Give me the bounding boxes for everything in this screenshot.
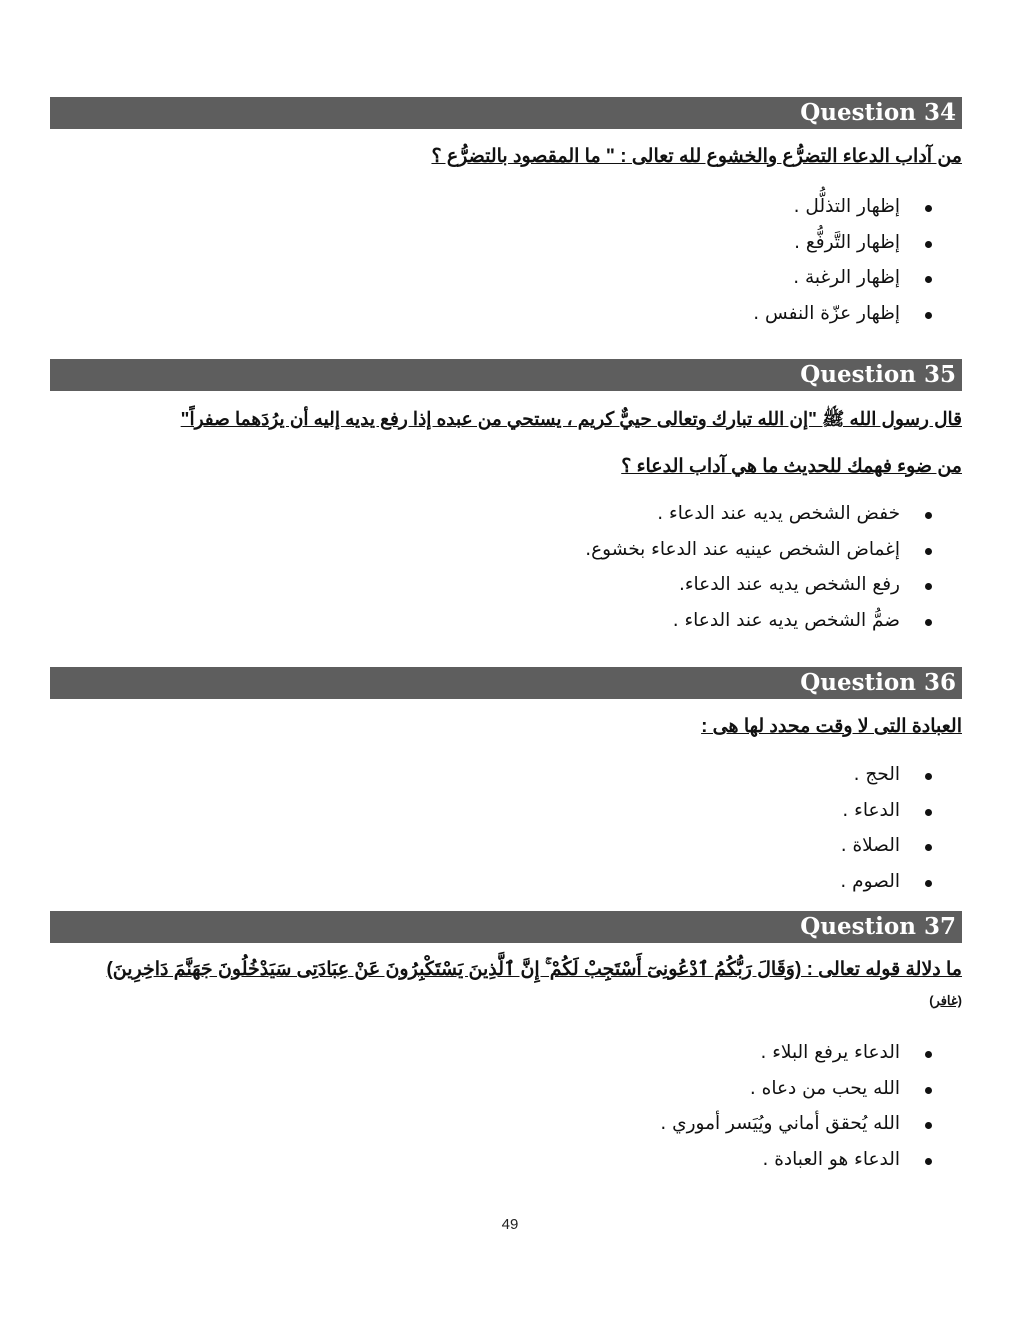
bullet-icon [925, 1158, 932, 1165]
bullet-icon [925, 619, 932, 626]
bullet-icon [925, 583, 932, 590]
bullet-icon [925, 205, 932, 212]
question-35-header [50, 359, 962, 391]
question-35-stem-2: من ضوء فهمك للحديث ما هي آداب الدعاء ؟ [621, 456, 962, 477]
question-36-header [50, 667, 962, 699]
option[interactable]: إظهار الرغبة . [60, 260, 1020, 296]
question-36-stem: العبادة التى لا وقت محدد لها هى : [701, 716, 962, 737]
question-34-stem: من آداب الدعاء التضرُّع والخشوع لله تعالى : " ما المقصود بالتضرُّع ؟ [431, 146, 962, 167]
option[interactable]: الحج . [60, 757, 1020, 793]
option[interactable]: خفض الشخص يديه عند الدعاء . [60, 496, 1020, 532]
option[interactable]: الدعاء هو العبادة . [60, 1142, 1020, 1178]
bullet-icon [925, 1087, 932, 1094]
page-number: 49 [501, 1216, 519, 1233]
question-35-options [60, 496, 1020, 638]
option[interactable]: الدعاء . [60, 793, 1020, 829]
question-37-title: Question 37 [800, 913, 956, 940]
question-37-header [50, 911, 962, 943]
bullet-icon [925, 809, 932, 816]
option[interactable]: الله يُحقق أماني ويُيَسر أموري . [60, 1106, 1020, 1142]
bullet-icon [925, 241, 932, 248]
option[interactable]: الدعاء يرفع البلاء . [60, 1035, 1020, 1071]
option[interactable]: الصوم . [60, 864, 1020, 900]
question-37-options [60, 1035, 1020, 1177]
bullet-icon [925, 1122, 932, 1129]
option[interactable]: إظهار عزّة النفس . [60, 296, 1020, 332]
option[interactable]: ضمُّ الشخص يديه عند الدعاء . [60, 603, 1020, 639]
option[interactable]: إظهار التذلُّل . [60, 189, 1020, 225]
bullet-icon [925, 312, 932, 319]
bullet-icon [925, 548, 932, 555]
question-36-title: Question 36 [800, 669, 956, 696]
option[interactable]: إظهار التَّرفُّع . [60, 225, 1020, 261]
option[interactable]: الصلاة . [60, 828, 1020, 864]
question-37-source: (غافر) [929, 993, 962, 1008]
bullet-icon [925, 512, 932, 519]
option[interactable]: رفع الشخص يديه عند الدعاء. [60, 567, 1020, 603]
bullet-icon [925, 844, 932, 851]
bullet-icon [925, 1051, 932, 1058]
question-35-title: Question 35 [800, 361, 956, 388]
question-34-options [60, 189, 1020, 331]
question-36-options [60, 757, 1020, 899]
option[interactable]: إغماض الشخص عينيه عند الدعاء بخشوع. [60, 532, 1020, 568]
question-35-stem: قال رسول الله ﷺ "إن الله تبارك وتعالى حييٌّ كريم ، يستحي من عبده إذا رفع يديه إليه أن يرُدَهما صفراً" [180, 408, 962, 429]
option[interactable]: الله يحب من دعاه . [60, 1071, 1020, 1107]
bullet-icon [925, 276, 932, 283]
question-34-title: Question 34 [800, 99, 956, 126]
question-37-stem [80, 955, 962, 1016]
question-34-header [50, 97, 962, 129]
question-37-stem-text: ما دلالة قوله تعالى : (وَقَالَ رَبُّكُمُ ٱدْعُونِىٓ أَسْتَجِبْ لَكُمْ ۚ إِنَّ ٱلَّذِينَ يَسْتَكْبِرُونَ عَنْ عِبَادَتِى سَيَدْخُلُونَ جَهَنَّمَ دَاخِرِينَ) [106, 959, 962, 980]
bullet-icon [925, 880, 932, 887]
bullet-icon [925, 773, 932, 780]
